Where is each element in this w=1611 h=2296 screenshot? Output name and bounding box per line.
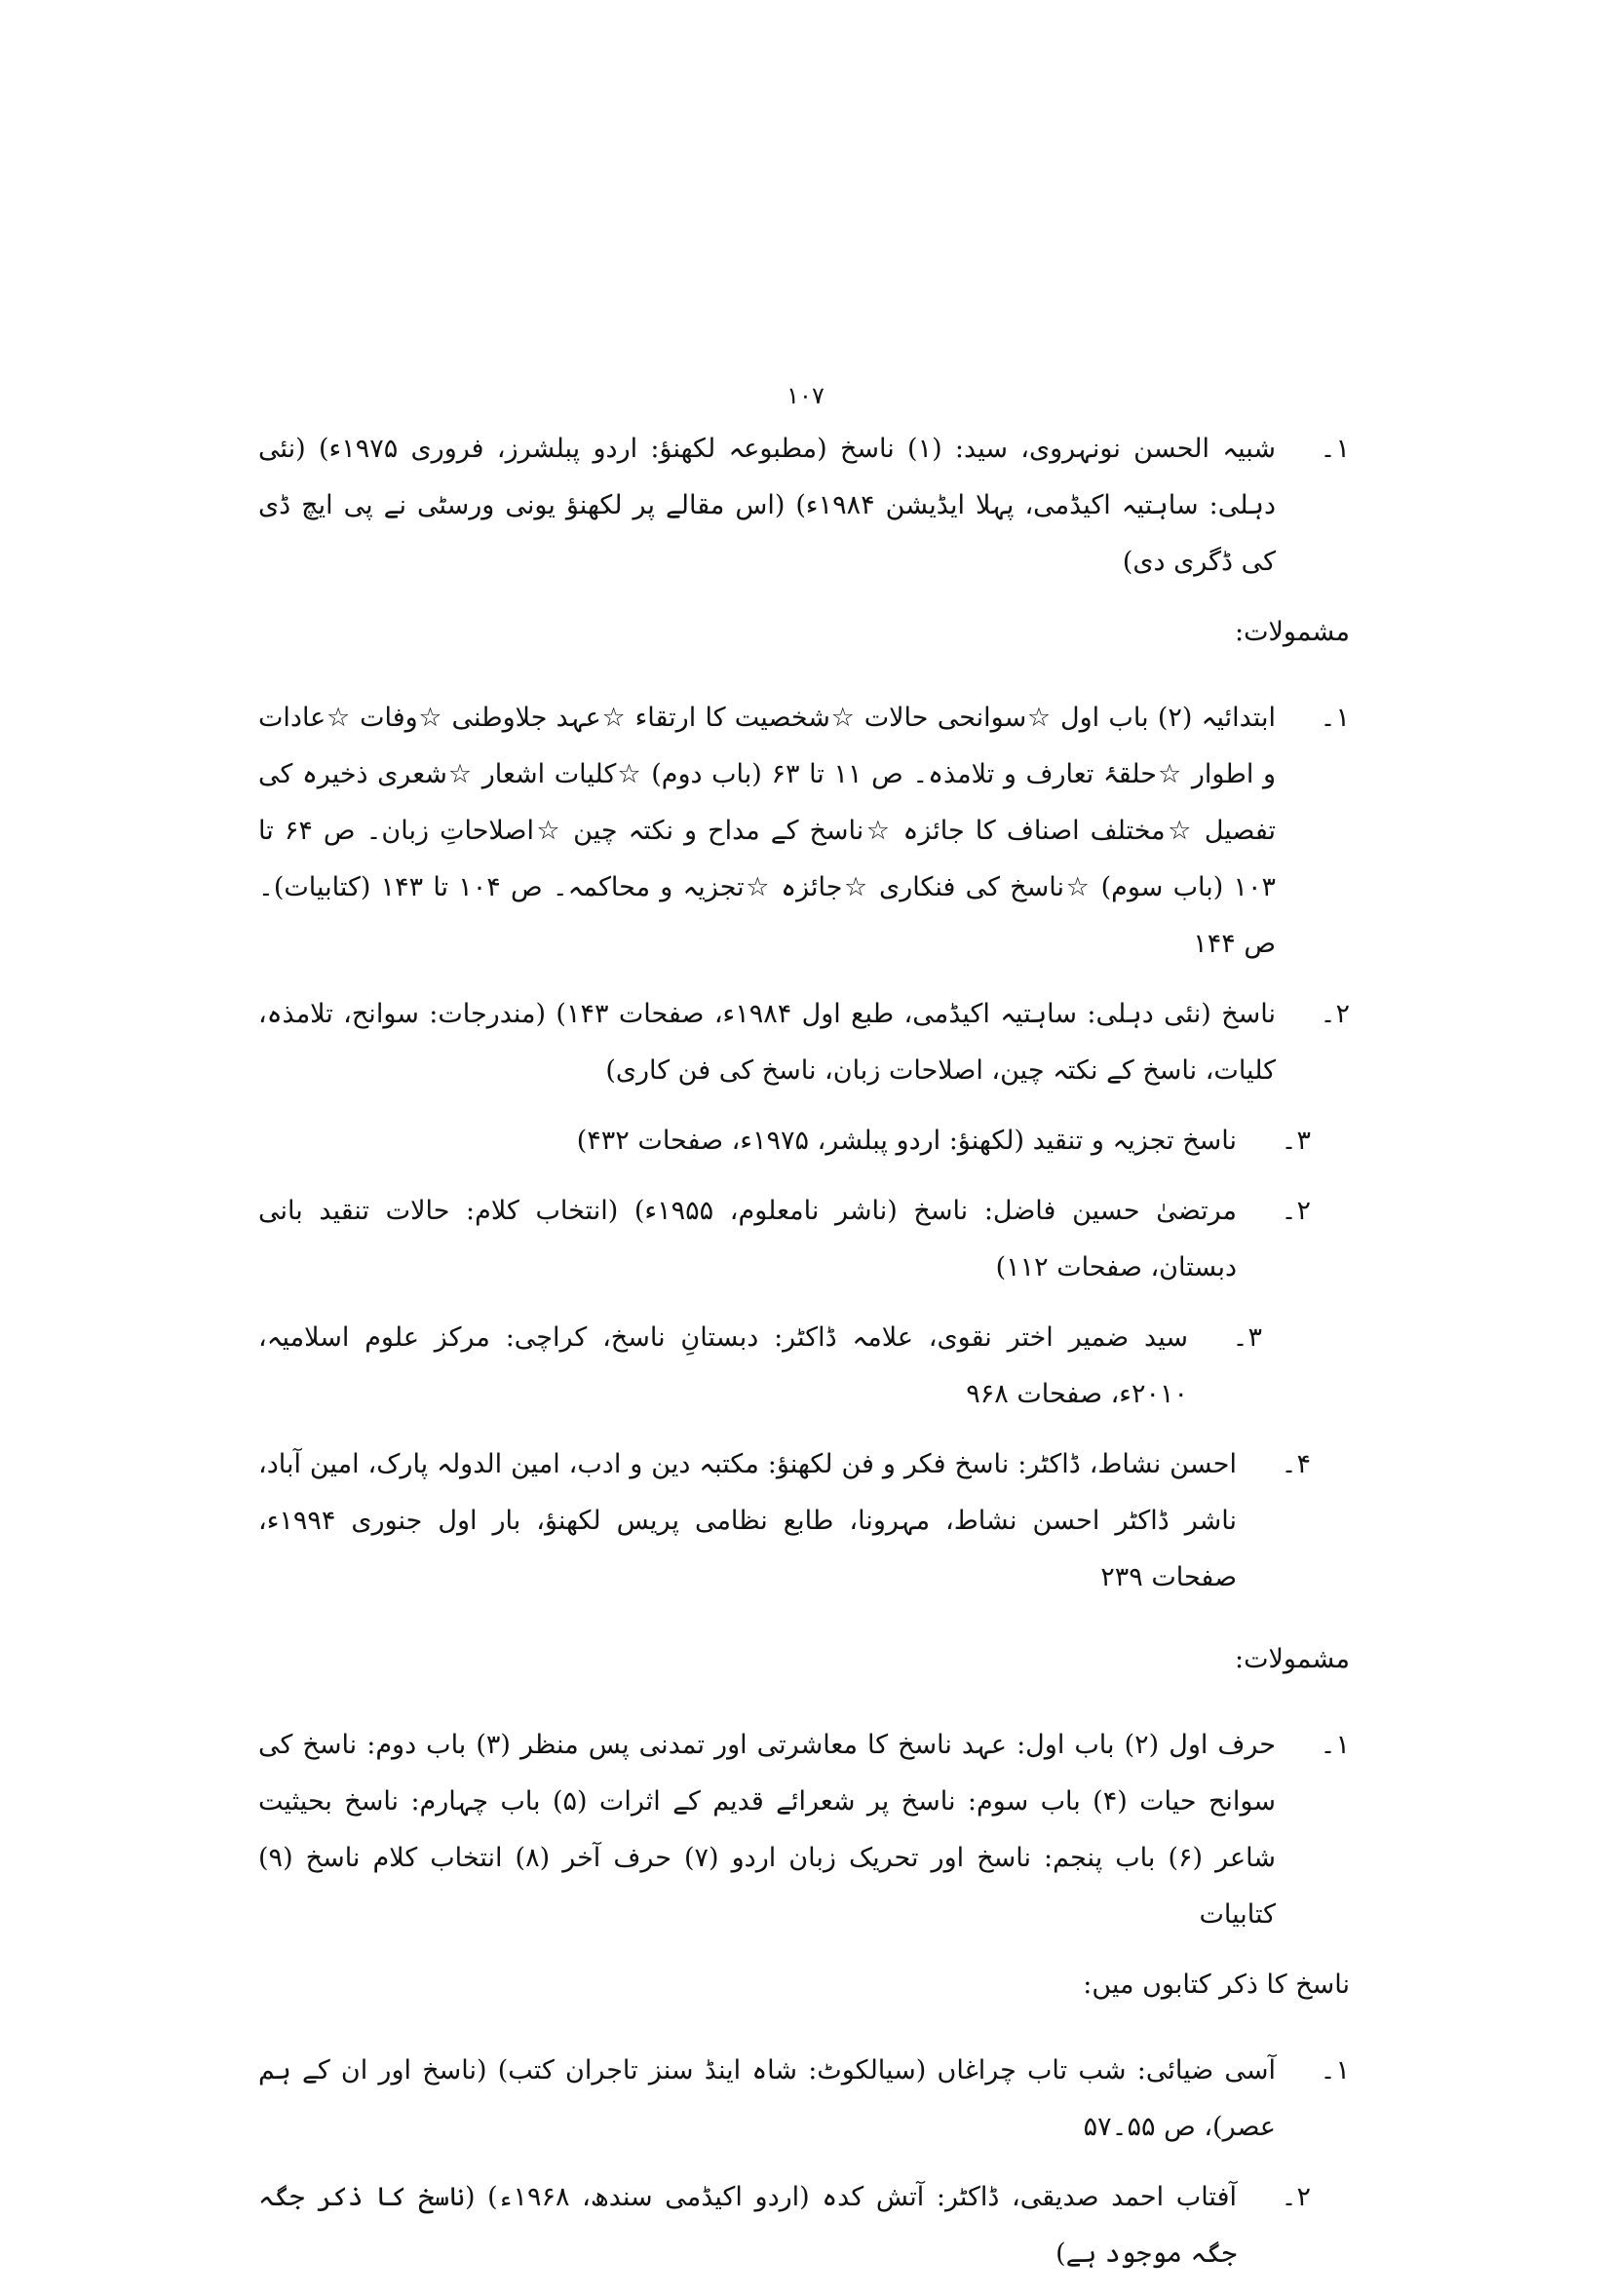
entry-number: ۲۔: [1320, 999, 1350, 1029]
bibliography-entry: [258, 1113, 1311, 1169]
bibliography-entry: [258, 1183, 1311, 1296]
entry-text: سید ضمیر اختر نقوی، علامہ ڈاکٹر: دبستانِ ناسخ، کراچی: مرکز علوم اسلامیہ، ۲۰۱۰ء، صفحات ۹۶۸: [258, 1322, 1188, 1409]
section-heading: مشمولات:: [1234, 1644, 1350, 1674]
bibliography-entry: [258, 986, 1350, 1099]
entry-number: ۳۔: [1232, 1322, 1262, 1353]
entry-text: شبیہ الحسن نونہروی، سید: (۱) ناسخ (مطبوعہ لکھنؤ: اردو پبلشرز، فروری ۱۹۷۵ء) (نئی دہلی: ساہتیہ اکیڈمی، پہلا ایڈیشن ۱۹۸۴ء) (اس مقالے پر لکھنؤ یونی ورسٹی نے پی ایچ ڈی کی ڈگری دی): [258, 434, 1276, 577]
bibliography-content: [258, 421, 1350, 2296]
bibliography-entry: [258, 2043, 1350, 2156]
entry-number: ۱۔: [1320, 703, 1350, 733]
entry-number: ۱۔: [1320, 2055, 1350, 2086]
bibliography-entry: [258, 1436, 1311, 1606]
bibliography-entry: [258, 1310, 1262, 1423]
section-heading: مشمولات:: [1234, 617, 1350, 647]
entry-text: ابتدائیہ (۲) باب اول ☆سوانحی حالات ☆شخصیت کا ارتقاء ☆عہد جلاوطنی ☆وفات ☆عادات و اطوار ☆حلقۂ تعارف و تلامذہ۔ ص ۱۱ تا ۶۳ (باب دوم) ☆کلیات اشعار ☆شعری ذخیرہ کی تفصیل ☆مختلف اصناف کا جائزہ ☆ناسخ کے مداح و نکتہ چین ☆اصلاحاتِ زبان۔ ص ۶۴ تا ۱۰۳ (باب سوم) ☆ناسخ کی فنکاری ☆جائزہ ☆تجزیہ و محاکمہ۔ ص ۱۰۴ تا ۱۴۳ (کتابیات)۔ ص ۱۴۴: [258, 703, 1277, 959]
entry-number: ۲۔: [1281, 1196, 1311, 1226]
entry-text: ناسخ (نئی دہلی: ساہتیہ اکیڈمی، طبع اول ۱۹۸۴ء، صفحات ۱۴۳) (مندرجات: سوانح، تلامذہ، کلیات، ناسخ کے نکتہ چین، اصلاحات زبان، ناسخ کی فن کاری): [258, 999, 1276, 1086]
entry-text: احسن نشاط، ڈاکٹر: ناسخ فکر و فن لکھنؤ: مکتبہ دین و ادب، امین الدولہ پارک، امین آباد، ناشر ڈاکٹر احسن نشاط، مہرونا، طابع نظامی پریس لکھنؤ، بار اول جنوری ۱۹۹۴ء، صفحات ۲۳۹: [258, 1449, 1237, 1592]
entry-number: ۳۔: [1281, 1126, 1311, 1156]
contents-entry: [258, 690, 1350, 973]
entry-number: ۴۔: [1281, 1449, 1311, 1479]
contents-entry: [258, 1717, 1350, 1943]
entry-text: حرف اول (۲) باب اول: عہد ناسخ کا معاشرتی اور تمدنی پس منظر (۳) باب دوم: ناسخ کی سوانح حیات (۴) باب سوم: ناسخ پر شعرائے قدیم کے اثرات (۵) باب چہارم: ناسخ بحیثیت شاعر (۶) باب پنجم: ناسخ اور تحریک زبان اردو (۷) حرف آخر (۸) انتخاب کلام ناسخ (۹) کتابیات: [258, 1730, 1277, 1930]
section-heading: ناسخ کا ذکر کتابوں میں:: [1083, 1970, 1350, 2000]
bibliography-entry: [258, 2169, 1311, 2282]
entry-text: آفتاب احمد صدیقی، ڈاکٹر: آتش کدہ (اردو اکیڈمی سندھ، ۱۹۶۸ء) (ناسخ کا ذکر جگہ جگہ موجود ہے): [258, 2182, 1237, 2269]
entry-number: ۱۔: [1320, 1730, 1350, 1760]
bibliography-entry: [258, 421, 1350, 591]
entry-text: مرتضیٰ حسین فاضل: ناسخ (ناشر نامعلوم، ۱۹۵۵ء) (انتخاب کلام: حالات تنقید بانی دبستان، صفحات ۱۱۲): [258, 1196, 1237, 1282]
entry-text: آسی ضیائی: شب تاب چراغاں (سیالکوٹ: شاہ اینڈ سنز تاجران کتب) (ناسخ اور ان کے ہم عصر)، ص ۵۵۔۵۷: [258, 2055, 1276, 2142]
entry-text: ناسخ تجزیہ و تنقید (لکھنؤ: اردو پبلشر، ۱۹۷۵ء، صفحات ۴۳۲): [576, 1126, 1237, 1156]
entry-number: ۱۔: [1320, 434, 1350, 464]
page-number: ۱۰۷: [786, 382, 825, 409]
entry-number: ۲۔: [1281, 2182, 1311, 2212]
